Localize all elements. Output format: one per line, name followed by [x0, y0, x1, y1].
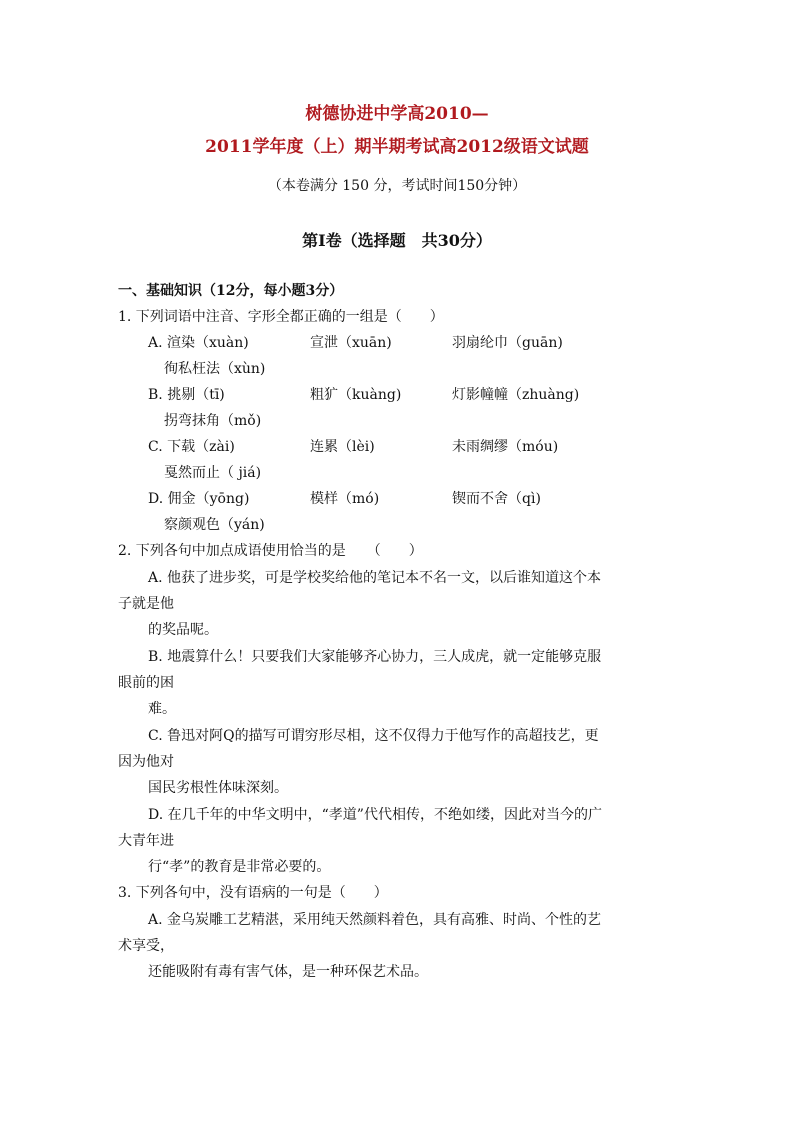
q2-option-c-line2: 因为他对 [118, 754, 174, 770]
q1-option-c-word1: C. 下载（zài) [148, 439, 235, 455]
q1-option-a-word1: A. 渲染（xuàn) [148, 335, 249, 351]
q2-option-d-line2: 大青年进 [118, 833, 174, 849]
q1-option-c-word4: 戛然而止（ jiá) [164, 465, 262, 481]
q3-option-a-line1: A. 金乌炭雕工艺精湛，采用纯天然颜料着色，具有高雅、时尚、个性的艺 [148, 912, 602, 928]
q1-option-b-word1: B. 挑剔（tī) [148, 387, 225, 403]
q1-option-b-word4: 拐弯抹角（mǒ) [164, 413, 262, 429]
q1-stem: 1. 下列词语中注音、字形全都正确的一组是（ ） [118, 309, 444, 325]
q2-option-c-line1: C. 鲁迅对阿Q的描写可谓穷形尽相，这不仅得力于他写作的高超技艺，更 [148, 728, 599, 744]
q1-option-d-word4: 察颜观色（yán) [164, 517, 265, 533]
q3-option-a-line3: 还能吸附有毒有害气体，是一种环保艺术品。 [148, 964, 428, 980]
q1-option-b-word3: 灯影幢幢（zhuàng) [452, 387, 580, 403]
q2-option-b-line3: 难。 [148, 701, 176, 717]
q1-option-d-word3: 锲而不舍（qì) [452, 491, 541, 507]
q1-option-c-word3: 未雨绸缪（móu) [452, 439, 559, 455]
q2-option-b-line1: B. 地震算什么！只要我们大家能够齐心协力，三人成虎，就一定能够克服 [148, 649, 602, 665]
part-title: 第Ⅰ卷（选择题 共30分） [302, 231, 492, 250]
q1-option-d-word2: 模样（mó) [310, 491, 380, 507]
exam-title-line2: 2011学年度（上）期半期考试高2012级语文试题 [205, 137, 589, 157]
q2-option-a-line1: A. 他获了进步奖，可是学校奖给他的笔记本不名一文，以后谁知道这个本 [148, 570, 602, 586]
q1-option-a-word3: 羽扇纶巾（guān) [452, 335, 563, 351]
q3-option-a-line2: 术享受， [118, 938, 174, 954]
q1-option-a-word4: 徇私枉法（xùn) [164, 361, 266, 377]
q2-option-b-line2: 眼前的困 [118, 675, 174, 691]
q2-stem: 2. 下列各句中加点成语使用恰当的是 （ ） [118, 543, 423, 559]
q1-option-b-word2: 粗犷（kuàng) [310, 387, 402, 403]
q2-option-a-line3: 的奖品呢。 [148, 622, 218, 638]
q3-stem: 3. 下列各句中，没有语病的一句是（ ） [118, 885, 388, 901]
q2-option-c-line3: 国民劣根性体味深刻。 [148, 780, 288, 796]
section-heading: 一、基础知识（12分，每小题3分） [118, 283, 344, 299]
exam-title-line1: 树德协进中学高2010— [305, 104, 489, 124]
q1-option-d-word1: D. 佣金（yōng) [148, 491, 250, 507]
q1-option-c-word2: 连累（lèi) [310, 439, 375, 455]
q2-option-d-line1: D. 在几千年的中华文明中，“孝道”代代相传，不绝如缕，因此对当今的广 [148, 807, 602, 823]
exam-subtitle: （本卷满分 150 分，考试时间150分钟） [267, 178, 527, 194]
q1-option-a-word2: 宣泄（xuān) [310, 335, 392, 351]
q2-option-a-line2: 子就是他 [118, 596, 174, 612]
q2-option-d-line3: 行“孝”的教育是非常必要的。 [148, 859, 331, 875]
